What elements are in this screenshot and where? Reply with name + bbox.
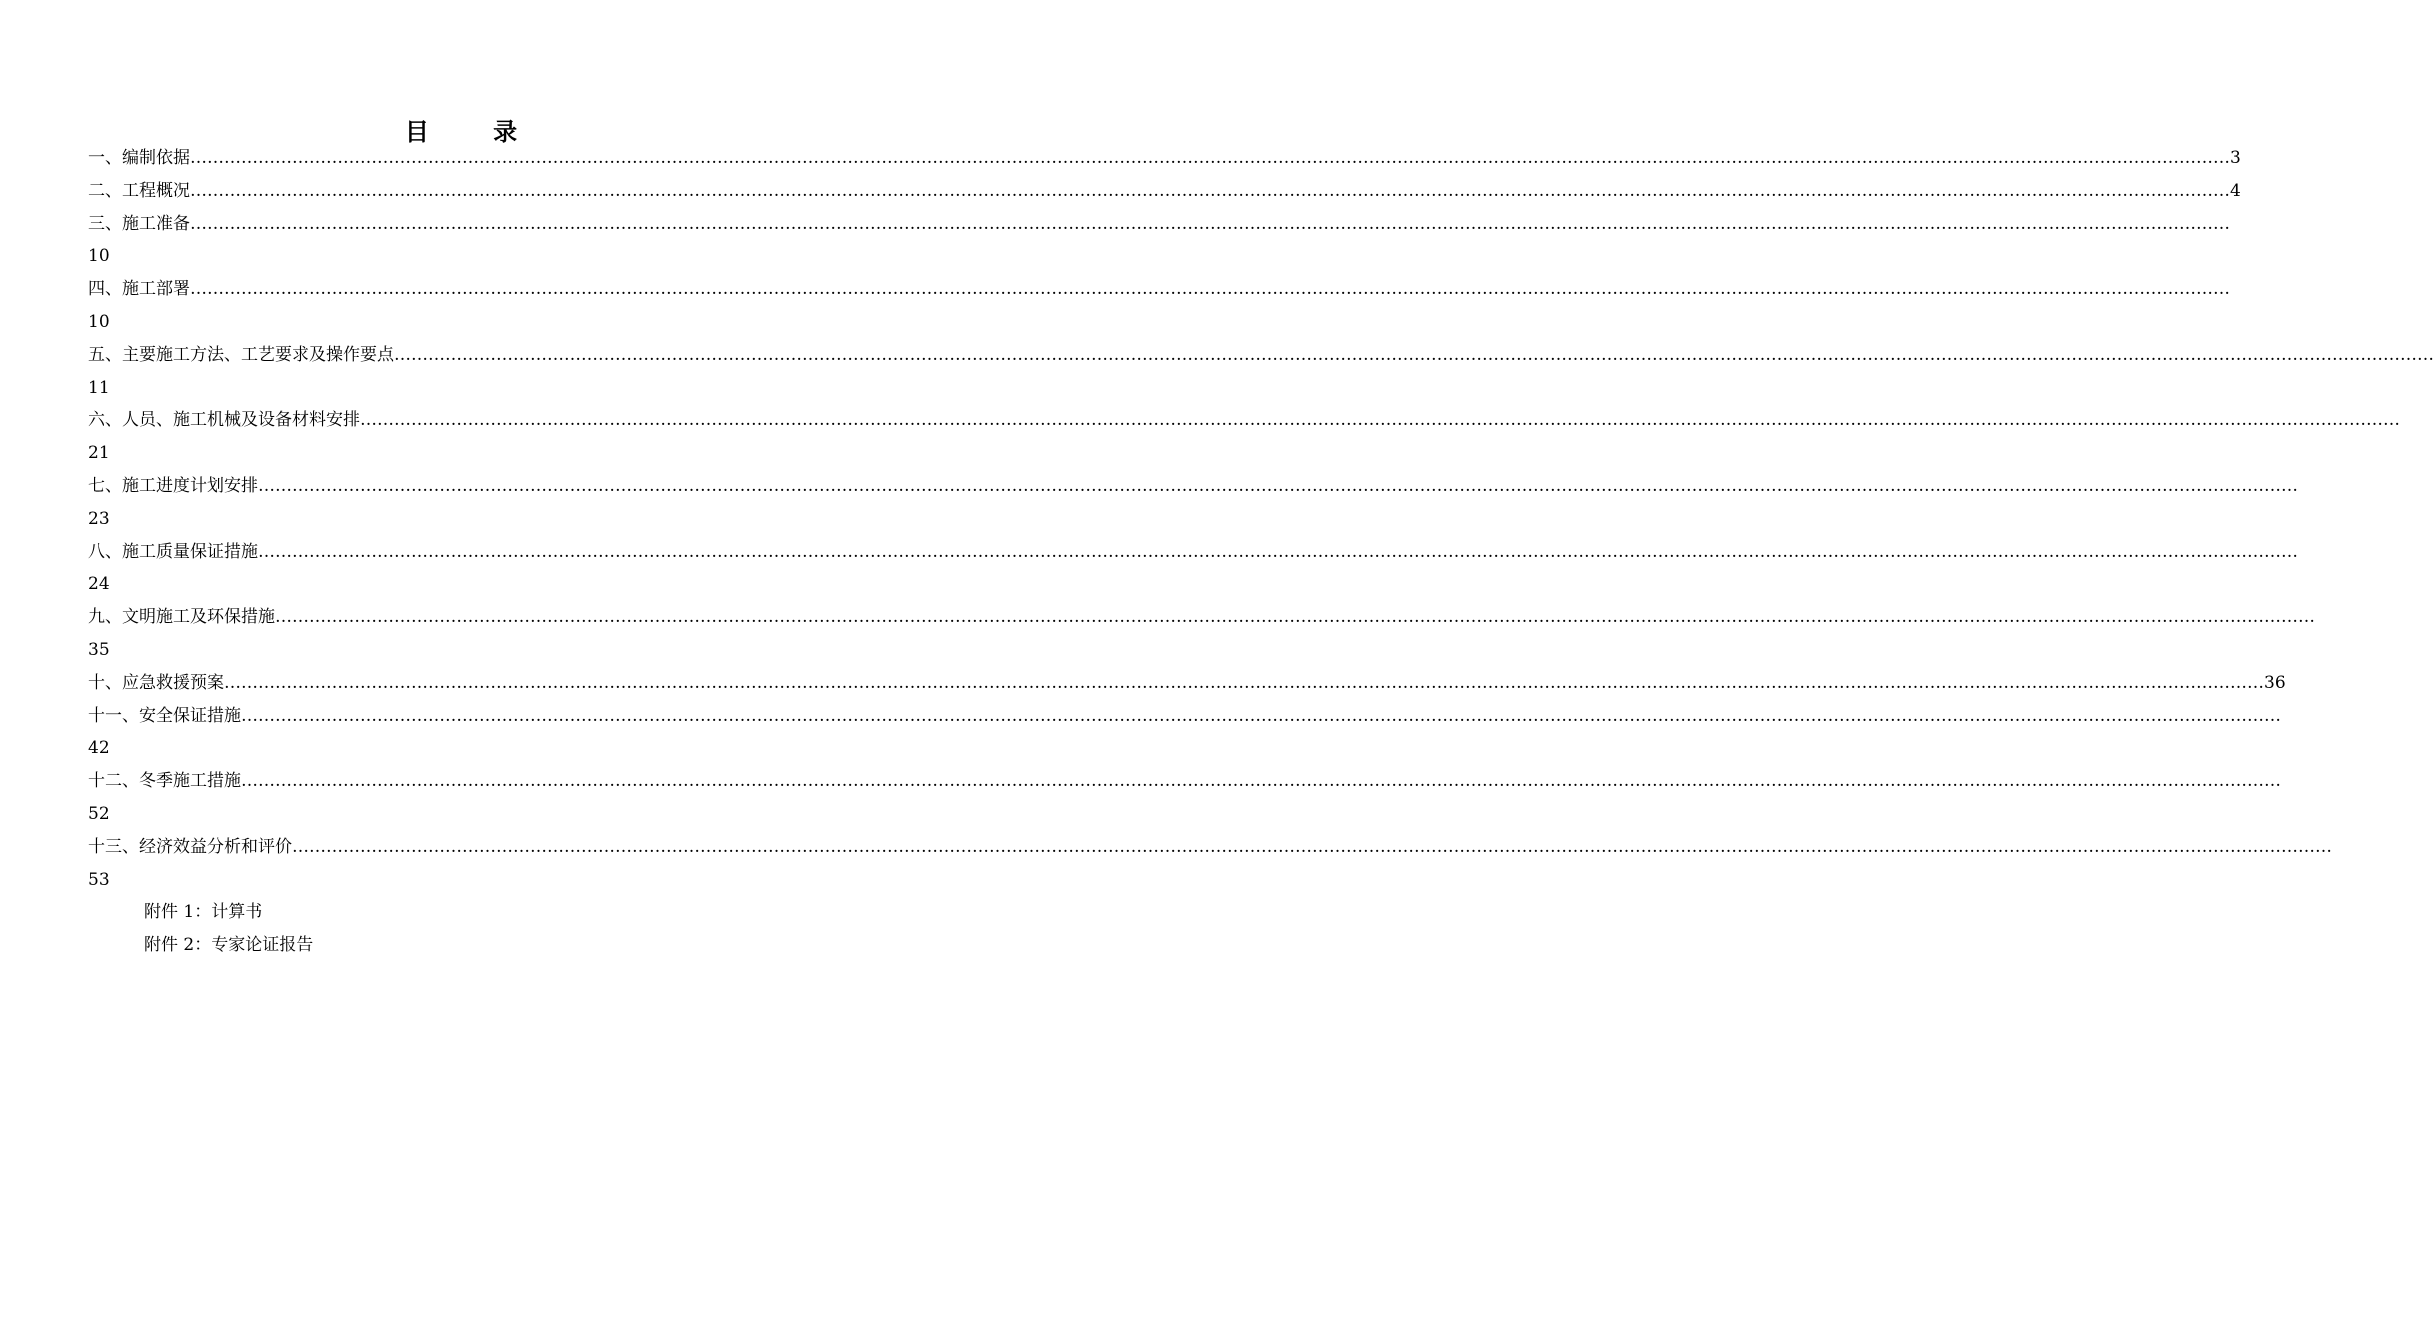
toc-entry-line <box>88 667 2286 700</box>
toc-entry-line <box>88 765 2281 798</box>
toc-entry-label: 十三、经济效益分析和评价 <box>88 836 292 857</box>
appendix-item: 附件 1：计算书 <box>144 902 263 923</box>
toc-page-number: 11 <box>88 377 110 398</box>
toc-entry-line <box>88 208 2230 241</box>
toc-entry-line <box>88 273 2230 306</box>
toc-entries <box>88 142 2434 896</box>
page-title: 目 录 <box>404 118 546 146</box>
toc-entry[interactable] <box>88 208 2230 274</box>
toc-leader-dots: ……………………………………………………………………………………………………………………………………………………………………………………………………………………………………………………………………………………………………………………………… <box>258 475 2298 496</box>
toc-entry-label: 一、编制依据 <box>88 148 190 168</box>
toc-entry[interactable] <box>88 667 2286 700</box>
toc-leader-dots: ……………………………………………………………………………………………………………………………………………………………………………………………………………………………………………………………………………………………………………………………… <box>394 344 2434 365</box>
toc-entry-line <box>88 339 2434 372</box>
toc-page-line <box>88 732 864 765</box>
toc-page-number: 10 <box>88 246 110 267</box>
toc-entry-label: 九、文明施工及环保措施 <box>88 607 275 628</box>
toc-entry[interactable] <box>88 831 2332 897</box>
toc-entry-label: 四、施工部署 <box>88 279 190 300</box>
toc-entry-line <box>88 601 2315 634</box>
appendix-item: 附件 2：专家论证报告 <box>144 935 314 956</box>
toc-leader-dots: ……………………………………………………………………………………………………………………………………………………………………………………………………………………………………………………………………………………………………………………………… <box>224 672 2264 693</box>
toc-page-line <box>88 437 864 470</box>
toc-leader-dots: ……………………………………………………………………………………………………………………………………………………………………………………………………………………………………………………………………………………………………………………………… <box>190 148 2230 168</box>
toc-entry[interactable] <box>88 470 2298 536</box>
toc-entry-label: 七、施工进度计划安排 <box>88 475 258 496</box>
toc-entry-label: 二、工程概况 <box>88 180 190 201</box>
toc-entry-line <box>88 536 2298 569</box>
toc-entry[interactable] <box>88 765 2281 831</box>
toc-page-line <box>88 568 864 601</box>
toc-entry-label: 三、施工准备 <box>88 213 190 234</box>
toc-page-number: 10 <box>88 311 110 332</box>
toc-page-line <box>88 864 864 897</box>
toc-entry-label: 六、人员、施工机械及设备材料安排 <box>88 410 360 431</box>
toc-entry-line <box>88 831 2332 864</box>
toc-entry[interactable] <box>88 700 2281 766</box>
toc-page-number: 21 <box>88 443 110 464</box>
toc-page-number: 52 <box>88 803 110 824</box>
toc-leader-dots: ……………………………………………………………………………………………………………………………………………………………………………………………………………………………………………………………………………………………………………………………… <box>190 213 2230 234</box>
toc-entry-label: 五、主要施工方法、工艺要求及操作要点 <box>88 344 394 365</box>
toc-leader-dots: ……………………………………………………………………………………………………………………………………………………………………………………………………………………………………………………………………………………………………………………………… <box>190 279 2230 300</box>
toc-page-number: 4 <box>2230 180 2241 201</box>
toc-leader-dots: ……………………………………………………………………………………………………………………………………………………………………………………………………………………………………………………………………………………………………………………………… <box>241 705 2281 726</box>
toc-entry[interactable] <box>88 175 2241 208</box>
toc-entry-label: 八、施工质量保证措施 <box>88 541 258 562</box>
toc-page-line <box>88 240 864 273</box>
toc-page-line <box>88 306 864 339</box>
toc-page-number: 36 <box>2264 672 2286 693</box>
toc-entry-line <box>88 700 2281 733</box>
toc-entry[interactable] <box>88 142 2241 175</box>
toc-page-number: 35 <box>88 639 110 660</box>
toc-leader-dots: ……………………………………………………………………………………………………………………………………………………………………………………………………………………………………………………………………………………………………………………………… <box>275 607 2315 628</box>
toc-entry-line <box>88 470 2298 503</box>
toc-entry[interactable] <box>88 273 2230 339</box>
toc-entry-label: 十一、安全保证措施 <box>88 705 241 726</box>
appendix-list <box>88 896 864 962</box>
toc-page-line <box>88 634 864 667</box>
toc-entry[interactable] <box>88 601 2315 667</box>
table-of-contents <box>88 142 2434 962</box>
toc-leader-dots: ……………………………………………………………………………………………………………………………………………………………………………………………………………………………………………………………………………………………………………………………… <box>258 541 2298 562</box>
toc-page-line <box>88 503 864 536</box>
toc-entry-line <box>88 404 2400 437</box>
toc-page-number: 53 <box>88 869 110 890</box>
toc-entry-label: 十、应急救援预案 <box>88 672 224 693</box>
toc-entry[interactable] <box>88 404 2400 470</box>
toc-leader-dots: ……………………………………………………………………………………………………………………………………………………………………………………………………………………………………………………………………………………………………………………………… <box>292 836 2332 857</box>
toc-page-number: 24 <box>88 574 110 595</box>
toc-page-number: 42 <box>88 738 110 759</box>
toc-leader-dots: ……………………………………………………………………………………………………………………………………………………………………………………………………………………………………………………………………………………………………………………………… <box>241 771 2281 792</box>
toc-entry[interactable] <box>88 536 2298 602</box>
toc-entry-line <box>88 175 2241 208</box>
toc-entry-line <box>88 142 2241 175</box>
toc-page-line <box>88 372 864 405</box>
toc-leader-dots: ……………………………………………………………………………………………………………………………………………………………………………………………………………………………………………………………………………………………………………………………… <box>360 410 2400 431</box>
toc-page-number: 3 <box>2230 148 2241 168</box>
toc-entry[interactable] <box>88 339 2434 405</box>
toc-leader-dots: ……………………………………………………………………………………………………………………………………………………………………………………………………………………………………………………………………………………………………………………………… <box>190 180 2230 201</box>
toc-entry-label: 十二、冬季施工措施 <box>88 771 241 792</box>
toc-page-number: 23 <box>88 508 110 529</box>
toc-page-line <box>88 798 864 831</box>
